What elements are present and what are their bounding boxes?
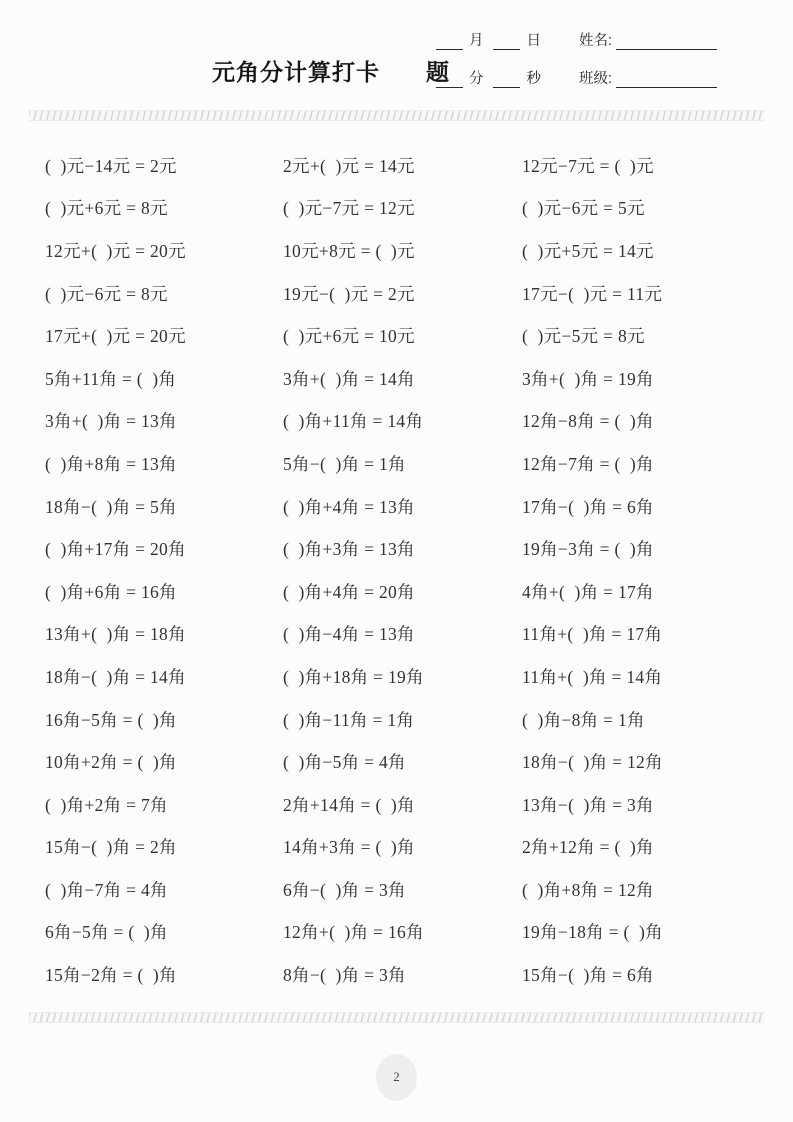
problem-item: 19角−18角 = ( )角 — [522, 922, 663, 943]
problem-item: 8角−( )角 = 3角 — [283, 965, 406, 986]
problem-item: 2元+( )元 = 14元 — [283, 155, 415, 176]
problem-item: 19角−3角 = ( )角 — [522, 539, 654, 560]
problem-item: ( )角−4角 = 13角 — [283, 624, 415, 645]
problem-item: 12角+( )角 = 16角 — [283, 922, 424, 943]
day-label: 日 — [526, 33, 541, 49]
problem-item: 17元−( )元 = 11元 — [522, 283, 663, 304]
class-label: 班级: — [578, 71, 612, 87]
problem-column-3 — [522, 144, 793, 996]
problem-item: 13角+( )角 = 18角 — [45, 624, 186, 645]
problem-item: 18角−( )角 = 12角 — [522, 752, 663, 773]
problem-item: 16角−5角 = ( )角 — [45, 709, 177, 730]
month-blank — [436, 35, 463, 50]
problem-item: ( )角+8角 = 12角 — [522, 879, 654, 900]
problem-item: 6角−( )角 = 3角 — [283, 879, 406, 900]
problem-item: ( )角−5角 = 4角 — [283, 752, 406, 773]
header-meta — [436, 28, 717, 104]
problem-item: ( )角+8角 = 13角 — [45, 453, 177, 474]
problem-item: 5角+11角 = ( )角 — [45, 368, 177, 389]
problem-column-2 — [283, 144, 522, 996]
problem-item: 2角+12角 = ( )角 — [522, 837, 654, 858]
page-title — [212, 54, 450, 87]
problem-item: ( )元−6元 = 5元 — [522, 198, 645, 219]
problem-item: 3角+( )角 = 19角 — [522, 368, 654, 389]
problem-item: 12元+( )元 = 20元 — [45, 240, 186, 261]
problem-item: 18角−( )角 = 5角 — [45, 496, 177, 517]
minute-blank — [436, 73, 463, 88]
problem-item: ( )元−14元 = 2元 — [45, 155, 177, 176]
name-blank — [616, 35, 717, 50]
problem-item: ( )角+18角 = 19角 — [283, 666, 424, 687]
problem-item: 18角−( )角 = 14角 — [45, 666, 186, 687]
problem-item: 11角+( )角 = 14角 — [522, 666, 663, 687]
problem-item: ( )角−11角 = 1角 — [283, 709, 415, 730]
problem-item: ( )角+4角 = 20角 — [283, 581, 415, 602]
problem-item: ( )角+4角 = 13角 — [283, 496, 415, 517]
problem-item: 2角+14角 = ( )角 — [283, 794, 415, 815]
problem-item: ( )元+6元 = 8元 — [45, 198, 168, 219]
problem-item: 3角+( )角 = 13角 — [45, 411, 177, 432]
second-blank — [493, 73, 520, 88]
problem-item: 12角−8角 = ( )角 — [522, 411, 654, 432]
problem-column-1 — [45, 144, 283, 996]
worksheet-header — [0, 0, 793, 110]
problem-item: 10元+8元 = ( )元 — [283, 240, 415, 261]
problem-item: ( )角+6角 = 16角 — [45, 581, 177, 602]
time-row — [436, 66, 717, 88]
problem-item: 17元+( )元 = 20元 — [45, 326, 186, 347]
divider-top — [29, 110, 764, 121]
problem-item: ( )角−8角 = 1角 — [522, 709, 645, 730]
problem-item: ( )角+3角 = 13角 — [283, 539, 415, 560]
problems-grid — [45, 144, 793, 996]
problem-item: ( )元−7元 = 12元 — [283, 198, 415, 219]
problem-item: 14角+3角 = ( )角 — [283, 837, 415, 858]
problem-item: ( )角−7角 = 4角 — [45, 879, 168, 900]
problem-item: 5角−( )角 = 1角 — [283, 453, 406, 474]
problem-item: ( )元+5元 = 14元 — [522, 240, 654, 261]
page-number-badge — [376, 1054, 417, 1101]
second-label: 秒 — [526, 71, 541, 87]
page-number: 2 — [393, 1069, 400, 1085]
page-title-text: 元角分计算打卡 — [212, 59, 380, 85]
date-row — [436, 28, 717, 50]
problem-item: ( )元−5元 = 8元 — [522, 326, 645, 347]
problem-item: ( )元+6元 = 10元 — [283, 326, 415, 347]
day-blank — [493, 35, 520, 50]
problem-item: 15角−2角 = ( )角 — [45, 965, 177, 986]
problem-item: 12角−7角 = ( )角 — [522, 453, 654, 474]
minute-label: 分 — [468, 71, 484, 87]
problem-item: ( )角+2角 = 7角 — [45, 794, 168, 815]
problem-item: 15角−( )角 = 2角 — [45, 837, 177, 858]
page-footer — [0, 1054, 793, 1101]
problem-item: 17角−( )角 = 6角 — [522, 496, 654, 517]
problem-item: 15角−( )角 = 6角 — [522, 965, 654, 986]
problem-item: ( )角+11角 = 14角 — [283, 411, 424, 432]
problem-item: 12元−7元 = ( )元 — [522, 155, 654, 176]
class-blank — [616, 73, 717, 88]
problem-item: 13角−( )角 = 3角 — [522, 794, 654, 815]
problem-item: 6角−5角 = ( )角 — [45, 922, 168, 943]
problem-item: ( )元−6元 = 8元 — [45, 283, 168, 304]
month-label: 月 — [468, 33, 484, 49]
problem-item: 11角+( )角 = 17角 — [522, 624, 663, 645]
problem-item: 19元−( )元 = 2元 — [283, 283, 415, 304]
page-title-suffix: 题 — [426, 59, 450, 85]
problem-item: 3角+( )角 = 14角 — [283, 368, 415, 389]
divider-bottom — [29, 1012, 764, 1023]
problem-item: ( )角+17角 = 20角 — [45, 539, 186, 560]
problem-item: 10角+2角 = ( )角 — [45, 752, 177, 773]
problem-item: 4角+( )角 = 17角 — [522, 581, 654, 602]
name-label: 姓名: — [578, 33, 612, 49]
